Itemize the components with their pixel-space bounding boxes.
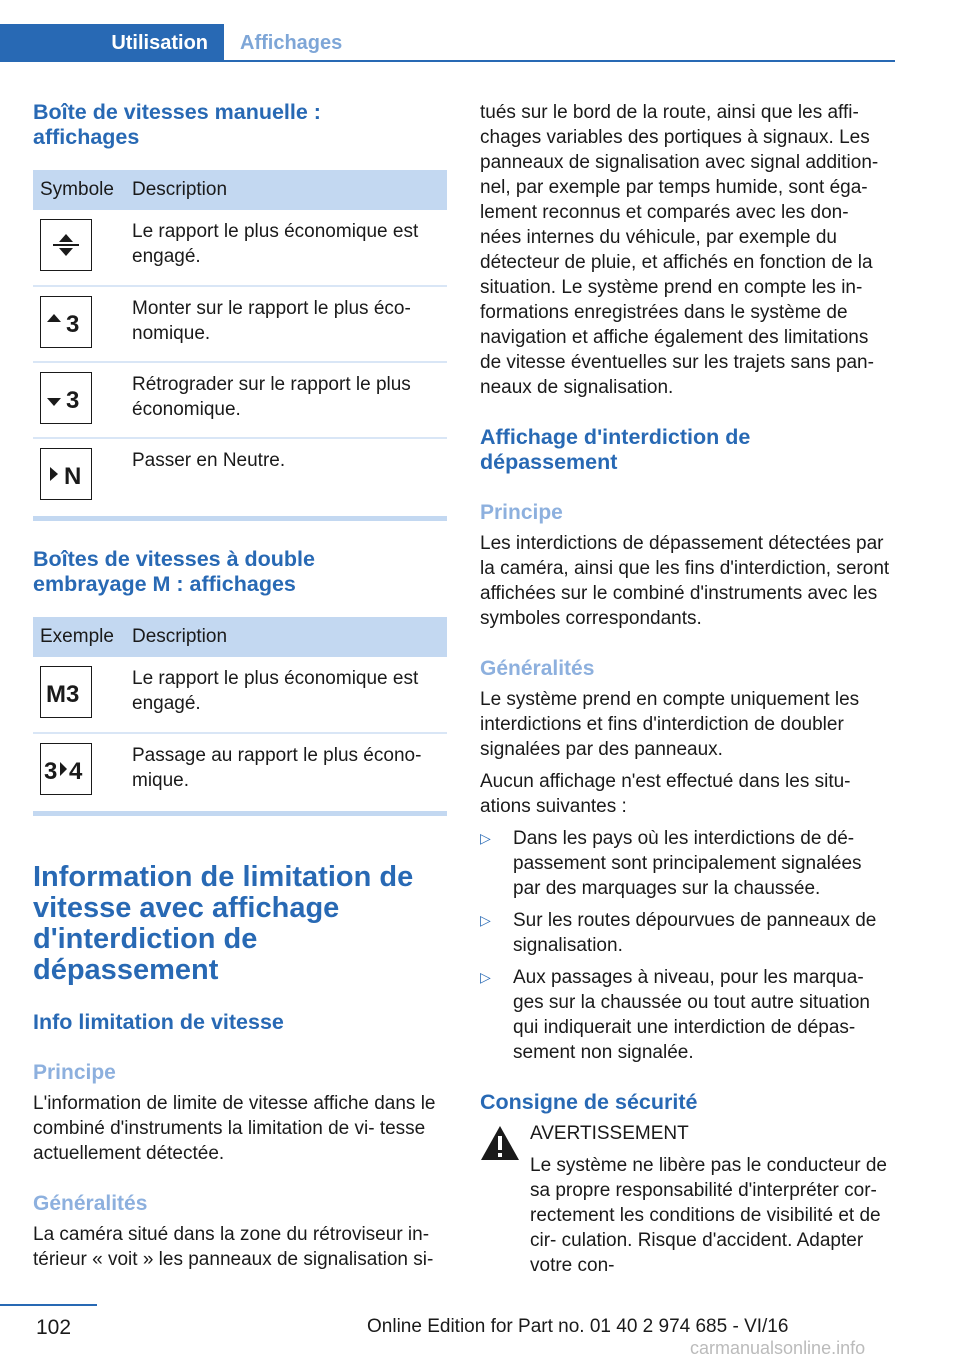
principe-paragraph: Les interdictions de dépassement détectées par la caméra, ainsi que les fins d'interdiction, seront affichées sur le combiné d'instruments avec les symboles correspondants. — [480, 533, 890, 629]
footer-rule — [0, 1304, 97, 1306]
triangle-bullet-icon: ▷ — [480, 969, 491, 985]
column-header-description: Description — [132, 617, 447, 657]
table-row — [33, 286, 447, 362]
list-item-text: Dans les pays où les interdictions de dé- passement sont principalement signalées par des marquages sur la chaussée. — [513, 828, 862, 899]
svg-text:N: N — [64, 463, 82, 488]
edition-note: Online Edition for Part no. 01 40 2 974 685 - VI/16 — [367, 1316, 789, 1337]
table-cell-description: Passage au rapport le plus écono- mique. — [132, 745, 422, 791]
table-cell-description: Rétrograder sur le rapport le plus économique. — [132, 362, 447, 438]
section-title-manual-gearbox: Boîte de vitesses manuelle : affichages — [33, 100, 321, 149]
situations-list — [480, 826, 893, 1065]
principe-heading: Principe — [480, 501, 563, 524]
svg-text:3: 3 — [66, 387, 80, 412]
shift-3-to-4-icon — [40, 743, 92, 795]
svg-text:M3: M3 — [46, 681, 80, 706]
warning-block — [480, 1121, 893, 1278]
svg-text:3: 3 — [66, 311, 80, 336]
list-item — [480, 908, 893, 958]
table-row — [33, 657, 447, 733]
subsection-title: Info limitation de vitesse — [33, 1010, 284, 1034]
principe-paragraph: L'information de limite de vitesse affiche dans le combiné d'instruments la limitation de vi- tesse actuellement détectée. — [33, 1093, 436, 1164]
generalites-paragraph: La caméra situé dans la zone du rétroviseur in- térieur « voit » les panneaux de signalisation si- — [33, 1224, 434, 1270]
chapter-title: Information de limitation de vitesse avec affichage d'interdiction de dépassement — [33, 861, 414, 986]
upshift-3-icon — [40, 296, 92, 348]
generalites-heading: Généralités — [33, 1192, 148, 1215]
optimal-gear-icon — [40, 219, 92, 271]
table-cell-description: Le rapport le plus économique est engagé. — [132, 657, 447, 733]
triangle-bullet-icon: ▷ — [480, 912, 491, 928]
tab-affichages[interactable]: Affichages — [240, 31, 343, 54]
table-row — [33, 210, 447, 286]
generalites-paragraph: Le système prend en compte uniquement les interdictions et fins d'interdiction de doubler signalées par des panneaux. — [480, 689, 860, 760]
symbol-table — [33, 170, 447, 514]
principe-heading: Principe — [33, 1061, 116, 1084]
header-rule — [0, 60, 895, 62]
generalites-heading: Généralités — [480, 657, 595, 680]
svg-text:3: 3 — [44, 758, 58, 783]
table-header-row — [33, 170, 447, 210]
warning-triangle-icon — [480, 1125, 520, 1161]
page-header — [0, 0, 895, 62]
table-cell-description: Passer en Neutre. — [132, 450, 286, 471]
watermark: carmanualsonline.info — [690, 1338, 866, 1358]
section-title-dual-clutch: Boîtes de vitesses à double embrayage M : affichages — [33, 547, 315, 596]
left-column — [33, 100, 447, 1272]
table-cell-description: Le rapport le plus économique est engagé. — [132, 210, 447, 286]
table-row — [33, 438, 447, 514]
table-end-rule — [33, 516, 447, 521]
list-item-text: Sur les routes dépourvues de panneaux de signalisation. — [513, 910, 877, 956]
right-column — [480, 100, 893, 1278]
section-title-overtaking: Affichage d'interdiction de dépassement — [480, 425, 751, 474]
safety-heading: Consigne de sécurité — [480, 1090, 698, 1114]
page-number: 102 — [36, 1316, 72, 1339]
neutral-n-icon — [40, 448, 92, 500]
list-item — [480, 965, 893, 1065]
table-row — [33, 362, 447, 438]
warning-label: AVERTISSEMENT — [530, 1123, 689, 1144]
tab-utilisation[interactable]: Utilisation — [0, 24, 224, 62]
column-header-example: Exemple — [33, 617, 132, 657]
list-item — [480, 826, 893, 901]
list-item-text: Aux passages à niveau, pour les marqua- ges sur la chaussée ou tout autre situation qui indiquerait une interdiction de dépas- sement non signalée. — [513, 967, 871, 1063]
table-end-rule — [33, 811, 447, 816]
triangle-bullet-icon: ▷ — [480, 830, 491, 846]
table-cell-description: Monter sur le rapport le plus éco- nomique. — [132, 286, 447, 362]
example-table — [33, 617, 447, 809]
column-header-symbol: Symbole — [33, 170, 132, 210]
situations-intro: Aucun affichage n'est effectué dans les situ- ations suivantes : — [480, 771, 851, 817]
table-header-row — [33, 617, 447, 657]
table-row — [33, 733, 447, 809]
column-header-description: Description — [132, 170, 447, 210]
continuation-paragraph: tués sur le bord de la route, ainsi que les affi- chages variables des portiques à signaux. Les panneaux de signalisation avec signal addition- nel, par exemple par temps humide, sont éga- lement reconnus et comparés avec les don- nées internes du véhicule, par exemple du détecteur de pluie, et affichés en fonction de la situation. Le système prend en compte les in- formations enregistrées dans le système de navigation et affiche également des limitations de vitesse éventuelles sur les trajets sans pan- neaux de signalisation. — [480, 102, 879, 398]
downshift-3-icon — [40, 372, 92, 424]
m3-gear-icon — [40, 666, 92, 718]
warning-text: Le système ne libère pas le conducteur de sa propre responsabilité d'interpréter cor- rectement les conditions de visibilité et de cir- culation. Risque d'accident. Adapter votre con- — [530, 1155, 887, 1276]
svg-text:4: 4 — [69, 758, 83, 783]
